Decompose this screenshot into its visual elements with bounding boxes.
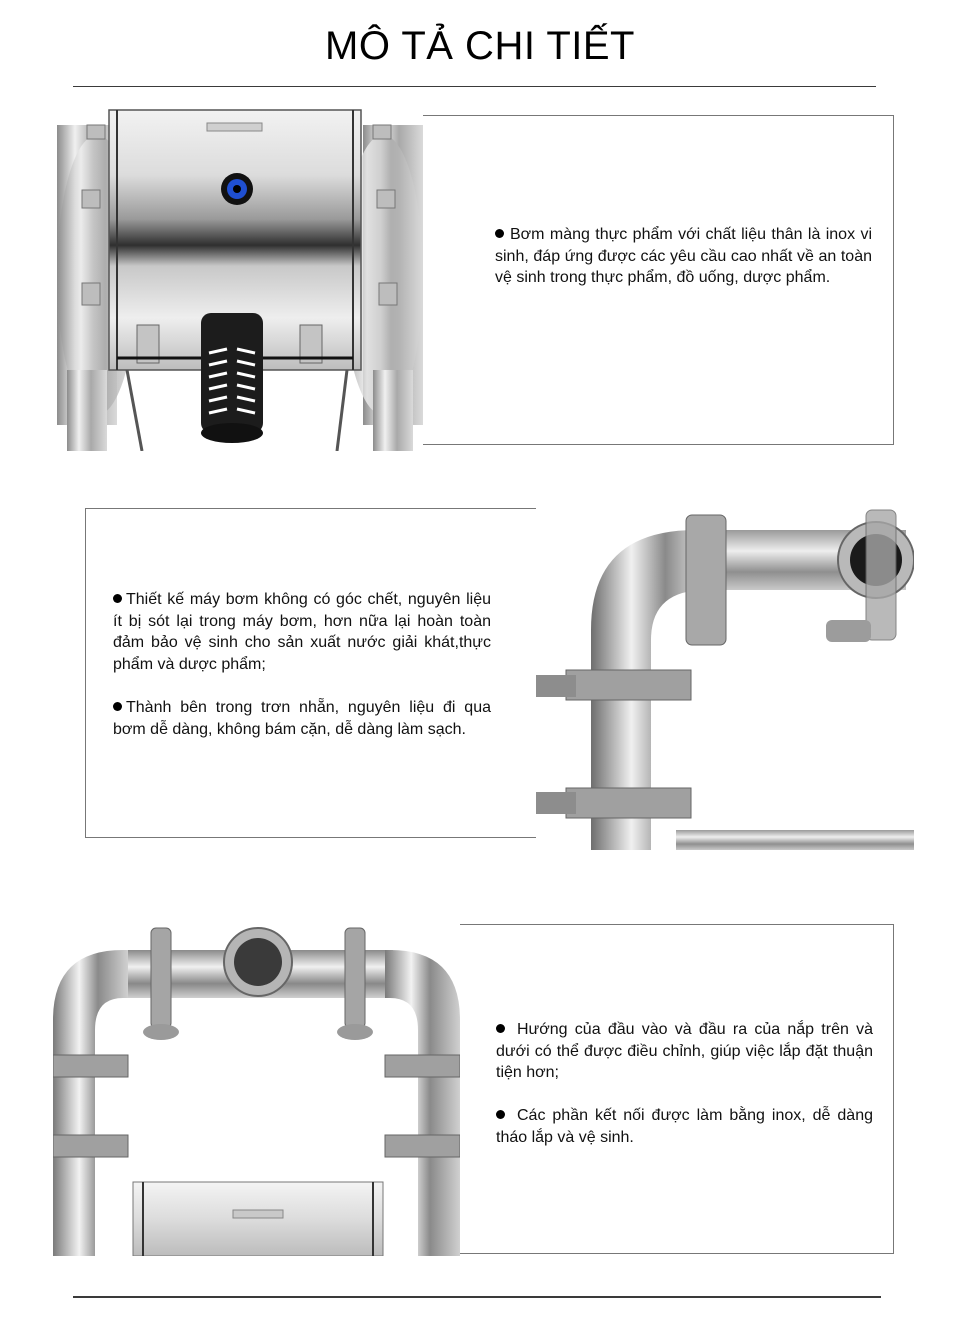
feature-text-2 bbox=[113, 589, 491, 761]
bullet-icon bbox=[496, 1024, 505, 1033]
feature-bullet: Thành bên trong trơn nhẵn, nguyên liệu đi qua bơm dễ dàng, không bám cặn, dễ dàng làm sạch. bbox=[113, 698, 491, 738]
page-title: MÔ TẢ CHI TIẾT bbox=[325, 24, 635, 68]
title-divider bbox=[73, 86, 876, 87]
bullet-icon bbox=[495, 229, 504, 238]
bullet-icon bbox=[113, 594, 122, 603]
feature-bullet: Bơm màng thực phẩm với chất liệu thân là inox vi sinh, đáp ứng được các yêu cầu cao nhất về an toàn vệ sinh trong thực phẩm, đồ uống, dược phẩm. bbox=[495, 226, 872, 287]
feature-bullet: Hướng của đầu vào và đầu ra của nắp trên và dưới có thể được điều chỉnh, giúp việc lắp đặt thuận tiện hơn; bbox=[496, 1021, 873, 1082]
footer-divider bbox=[73, 1296, 881, 1298]
product-photo-elbow-pipe bbox=[536, 490, 914, 850]
bullet-icon bbox=[496, 1110, 505, 1119]
feature-bullet: Thiết kế máy bơm không có góc chết, nguyên liệu ít bị sót lại trong máy bơm, hơn nữa lại hoàn toàn đảm bảo vệ sinh cho sản xuất nước giải khát,thực phẩm và dược phẩm; bbox=[113, 591, 491, 674]
feature-bullet: Các phần kết nối được làm bằng inox, dễ dàng tháo lắp và vệ sinh. bbox=[496, 1107, 873, 1146]
product-photo-manifold bbox=[53, 920, 460, 1256]
product-photo-pump-body bbox=[57, 105, 423, 451]
bullet-icon bbox=[113, 702, 122, 711]
feature-text-3 bbox=[496, 1019, 873, 1170]
feature-text-1 bbox=[495, 224, 872, 310]
